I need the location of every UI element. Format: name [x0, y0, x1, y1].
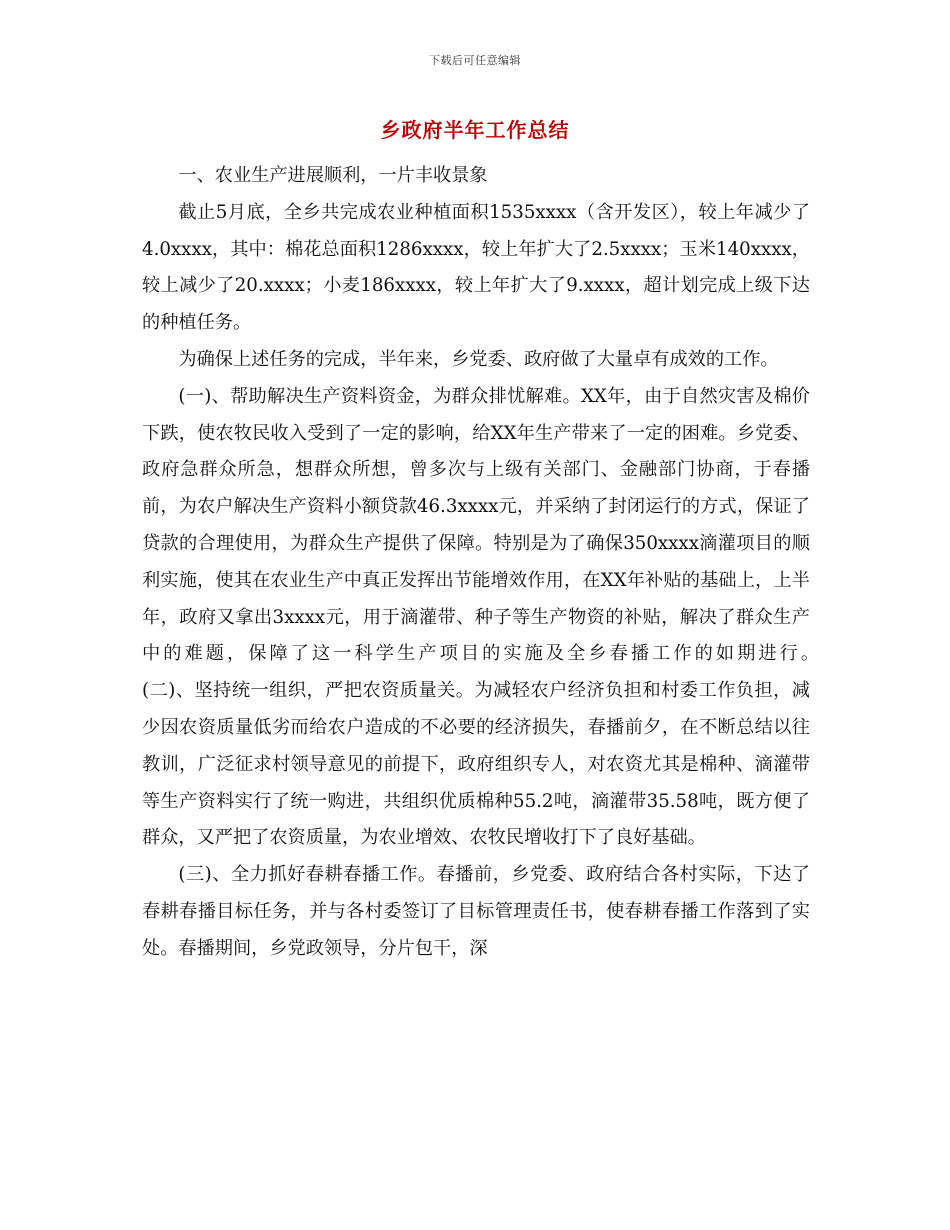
section-heading: 一、农业生产进展顺利，一片丰收景象 [178, 165, 488, 186]
download-note: 下载后可任意编辑 [429, 54, 521, 67]
paragraph: 截止5月底，全乡共完成农业种植面积1535xxxx（含开发区），较上年减少了4.0xxxx，其中：棉花总面积1286xxxx，较上年扩大了2.5xxxx；玉米140xxxx，较上减少了20.xxxx；小麦186xxxx，较上年扩大了9.xxxx，超计划完成上级下达的种植任务。 [142, 201, 810, 334]
paragraph: (三)、全力抓好春耕春播工作。春播前，乡党委、政府结合各村实际，下达了春耕春播目标任务，并与各村委签订了目标管理责任书，使春耕春播工作落到了实处。春播期间，乡党政领导，分片包干，深 [142, 864, 810, 959]
paragraph: (一)、帮助解决生产资料资金，为群众排忧解难。XX年，由于自然灾害及棉价下跌，使农牧民收入受到了一定的影响，给XX年生产带来了一定的困难。乡党委、政府急群众所急，想群众所想，曾多次与上级有关部门、金融部门协商，于春播前，为农户解决生产资料小额贷款46.3xxxx元，并采纳了封闭运行的方式，保证了贷款的合理使用，为群众生产提供了保障。特别是为了确保350xxxx滴灌项目的顺利实施，使其在农业生产中真正发挥出节能增效作用，在XX年补贴的基础上，上半年，政府又拿出3xxxx元，用于滴灌带、种子等生产物资的补贴，解决了群众生产中的难题，保障了这一科学生产项目的实施及全乡春播工作的如期进行。 (二)、坚持统一组织，严把农资质量关。为减轻农户经济负担和村委工作负担，减少因农资质量低劣而给农户造成的不必要的经济损失，春播前夕，在不断总结以往教训，广泛征求村领导意见的前提下，政府组织专人，对农资尤其是棉种、滴灌带等生产资料实行了统一购进，共组织优质棉种55.2吨，滴灌带35.58吨，既方便了群众，又严把了农资质量，为农业增效、农牧民增收打下了良好基础。 [142, 385, 901, 849]
document-title: 乡政府半年工作总结 [380, 118, 570, 142]
paragraph: 为确保上述任务的完成，半年来，乡党委、政府做了大量卓有成效的工作。 [178, 348, 779, 370]
document-body [142, 158, 901, 968]
